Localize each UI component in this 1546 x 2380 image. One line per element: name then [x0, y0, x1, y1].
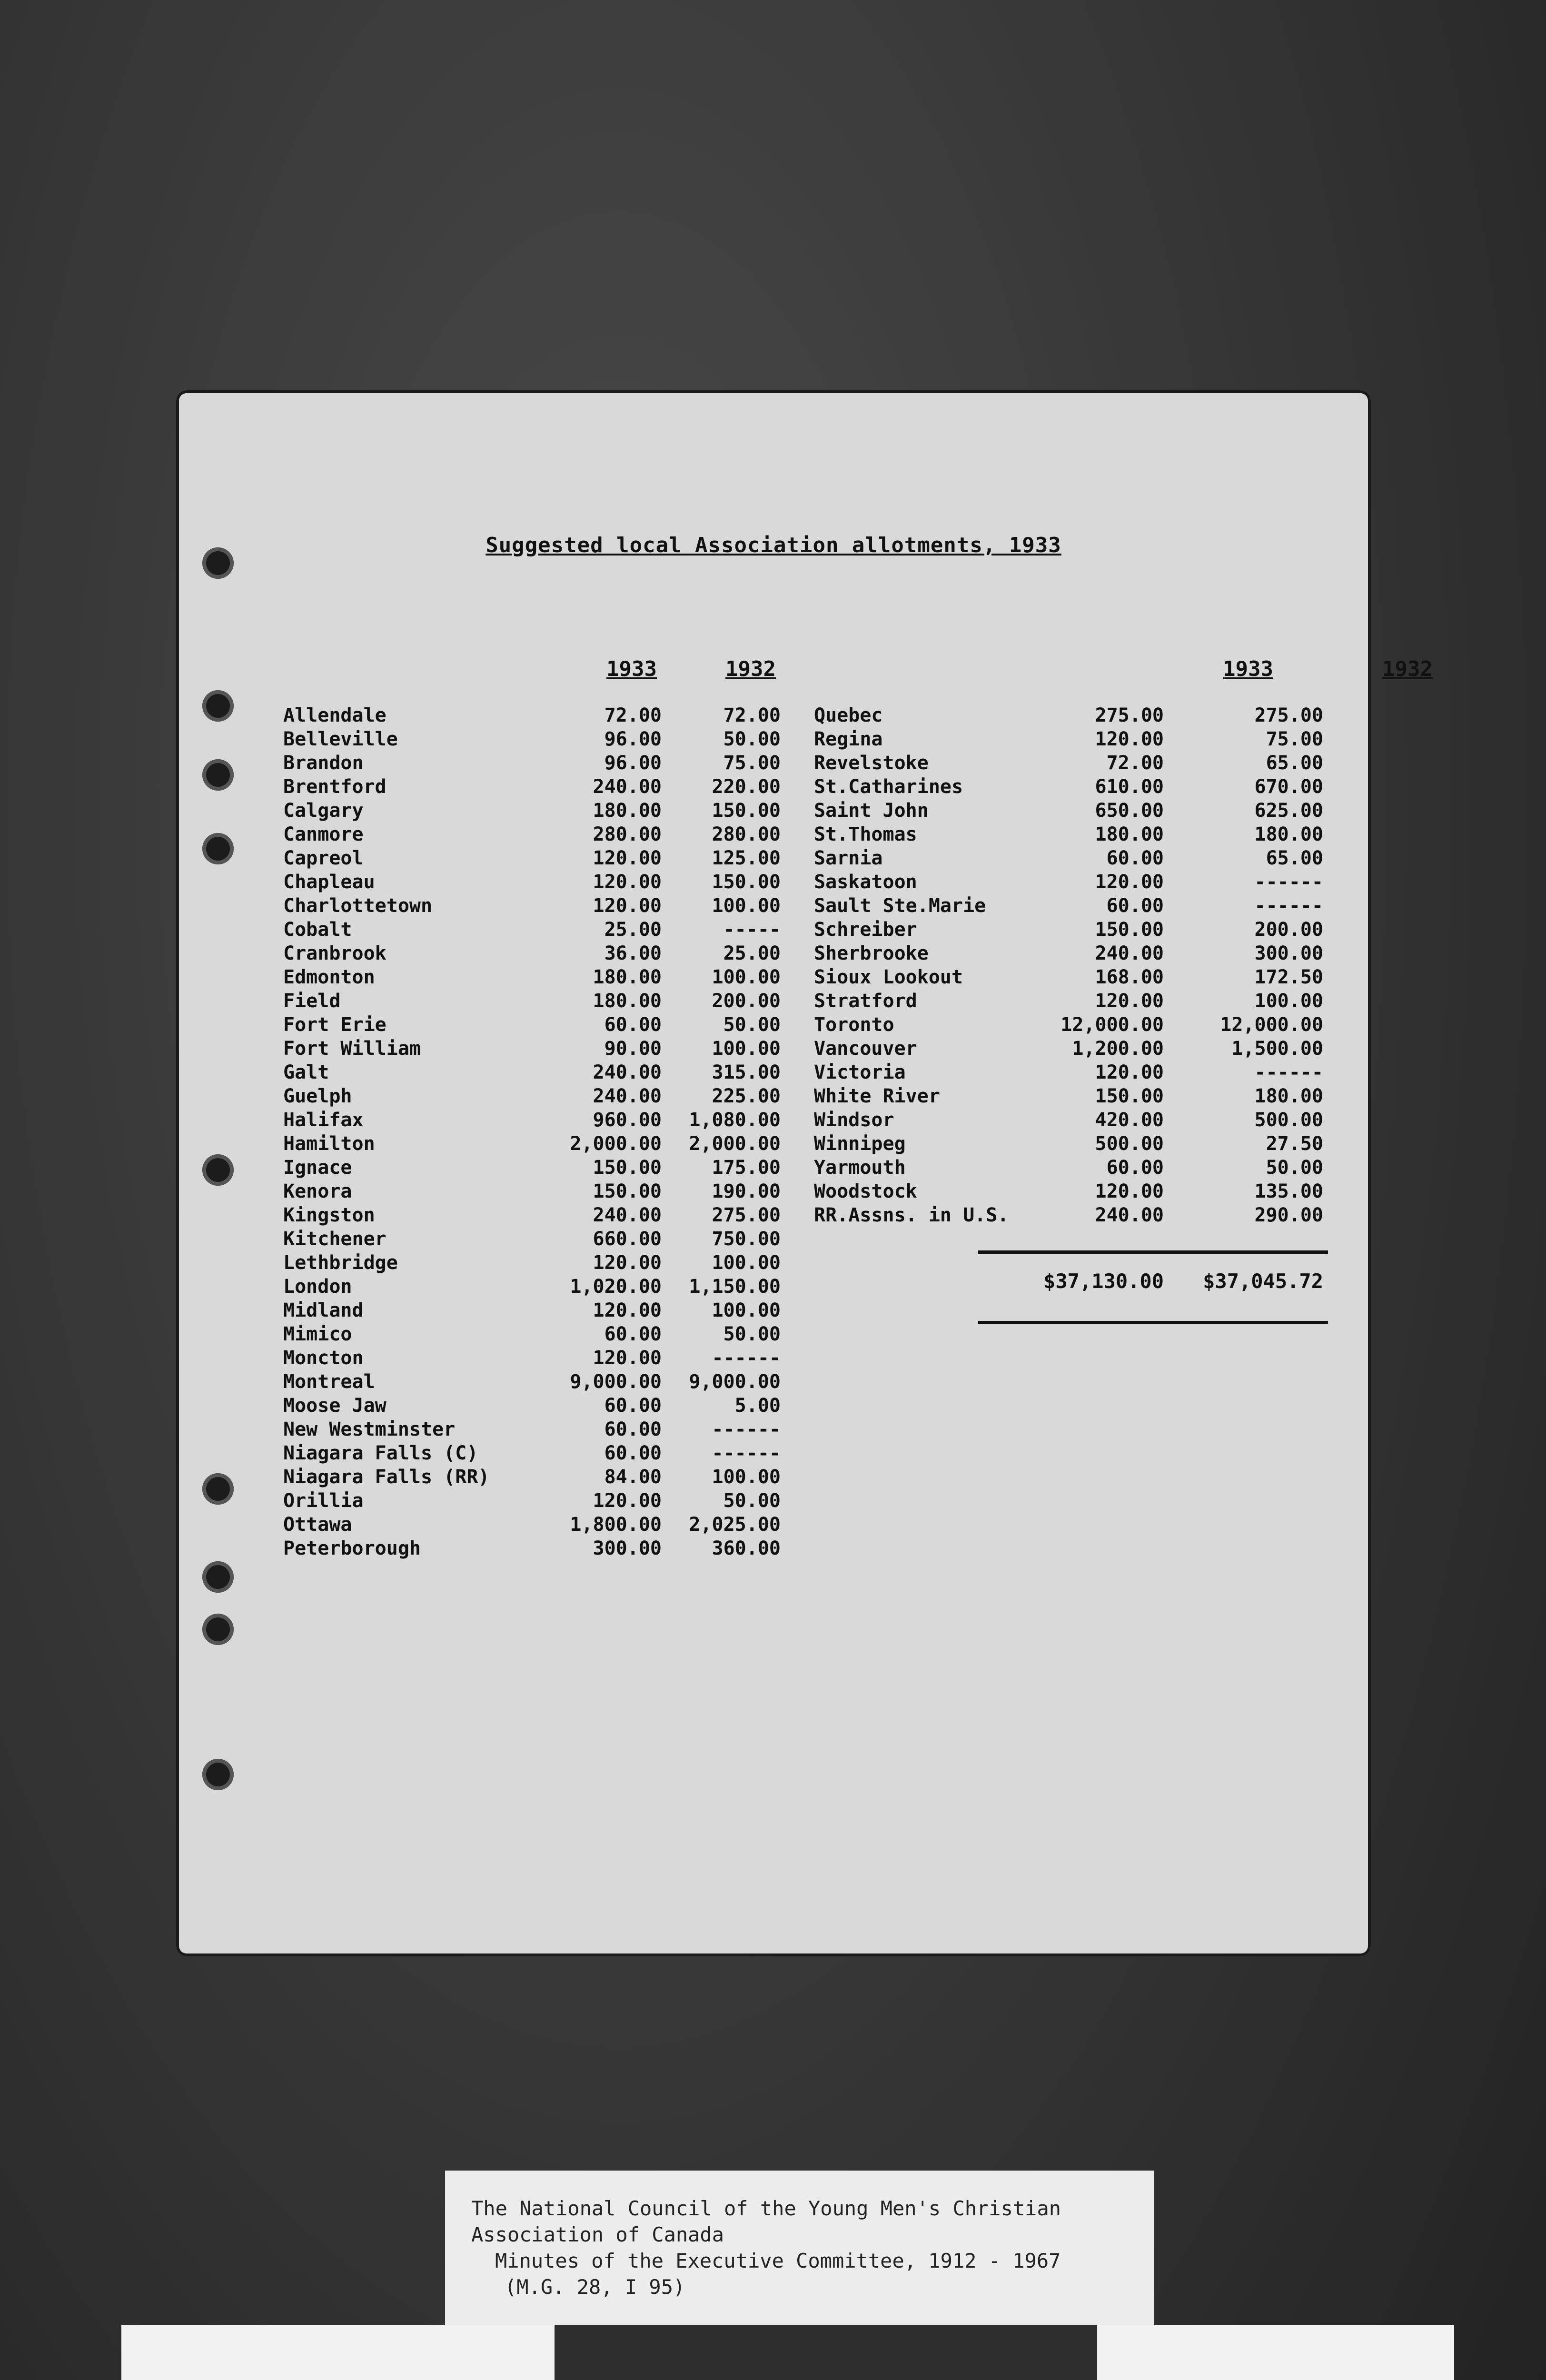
- allotment-1933: 500.00: [1095, 1133, 1164, 1155]
- table-row: [283, 1323, 807, 1347]
- table-row: [283, 1514, 807, 1537]
- association-name: Cobalt: [283, 919, 352, 941]
- allotment-1933: 120.00: [593, 1490, 662, 1512]
- association-name: Kitchener: [283, 1228, 386, 1250]
- total-1932: $37,045.72: [1203, 1269, 1323, 1293]
- table-row: [283, 1180, 807, 1204]
- table-row: [283, 895, 807, 919]
- table-row: [283, 990, 807, 1014]
- table-row: [283, 1014, 807, 1038]
- association-name: Galt: [283, 1061, 329, 1083]
- allotment-1933: 60.00: [604, 1442, 662, 1464]
- table-row: [283, 823, 807, 847]
- table-row: [814, 728, 1338, 752]
- allotment-1933: 120.00: [593, 1299, 662, 1321]
- allotment-1933: 180.00: [593, 990, 662, 1012]
- allotment-1933: 960.00: [593, 1109, 662, 1131]
- allotment-1933: 240.00: [593, 776, 662, 798]
- binder-hole: [202, 759, 234, 791]
- association-name: Ignace: [283, 1157, 352, 1179]
- association-name: Kingston: [283, 1204, 375, 1226]
- association-name: Lethbridge: [283, 1252, 398, 1274]
- table-row: [814, 847, 1338, 871]
- allotment-1933: 610.00: [1095, 776, 1164, 798]
- association-name: Guelph: [283, 1085, 352, 1107]
- association-name: Moncton: [283, 1347, 364, 1369]
- label-line-2: Association of Canada: [471, 2223, 724, 2246]
- table-row: [283, 1061, 807, 1085]
- allotment-1932: 75.00: [723, 752, 781, 774]
- allotment-1932: 100.00: [712, 1252, 781, 1274]
- allotment-1932: 25.00: [723, 942, 781, 964]
- association-name: Sioux Lookout: [814, 966, 963, 988]
- allotment-1932: 50.00: [723, 1490, 781, 1512]
- allotment-1932: 9,000.00: [689, 1371, 781, 1393]
- allotment-1932: ------: [1254, 871, 1323, 893]
- allotment-1932: 50.00: [1266, 1157, 1323, 1179]
- association-name: Edmonton: [283, 966, 375, 988]
- allotment-1932: 1,080.00: [689, 1109, 781, 1131]
- association-name: Chapleau: [283, 871, 375, 893]
- table-row: [283, 752, 807, 776]
- label-line-4: (M.G. 28, I 95): [505, 2275, 685, 2299]
- association-name: Canmore: [283, 823, 364, 845]
- association-name: RR.Assns. in U.S.: [814, 1204, 1009, 1226]
- table-row: [814, 919, 1338, 942]
- table-row: [283, 1038, 807, 1061]
- association-name: Montreal: [283, 1371, 375, 1393]
- allotment-1932: 100.00: [712, 895, 781, 917]
- allotment-1932: 50.00: [723, 1323, 781, 1345]
- table-row: [814, 942, 1338, 966]
- table-row: [814, 871, 1338, 895]
- association-name: Sault Ste.Marie: [814, 895, 986, 917]
- table-row: [814, 752, 1338, 776]
- association-name: Regina: [814, 728, 883, 750]
- table-row: [283, 1395, 807, 1418]
- binder-hole: [202, 1154, 234, 1186]
- allotment-1933: 60.00: [604, 1395, 662, 1417]
- allotment-1932: 172.50: [1254, 966, 1323, 988]
- allotment-1933: 25.00: [604, 919, 662, 941]
- allotment-1932: 75.00: [1266, 728, 1323, 750]
- allotment-1932: 220.00: [712, 776, 781, 798]
- allotment-1932: -----: [723, 919, 781, 941]
- association-name: White River: [814, 1085, 940, 1107]
- allotment-1932: 65.00: [1266, 752, 1323, 774]
- association-name: Quebec: [814, 704, 883, 726]
- table-row: [814, 1180, 1338, 1204]
- table-row: [814, 895, 1338, 919]
- association-name: Niagara Falls (C): [283, 1442, 478, 1464]
- association-name: Windsor: [814, 1109, 894, 1131]
- table-row: [814, 704, 1338, 728]
- table-row: [283, 1157, 807, 1180]
- allotment-1933: 660.00: [593, 1228, 662, 1250]
- allotment-1933: 12,000.00: [1060, 1014, 1164, 1036]
- table-row: [283, 1537, 807, 1561]
- table-row: [814, 990, 1338, 1014]
- allotment-1932: 275.00: [712, 1204, 781, 1226]
- table-row: [283, 1371, 807, 1395]
- association-name: Sherbrooke: [814, 942, 929, 964]
- table-row: [814, 1204, 1338, 1228]
- table-row: [814, 823, 1338, 847]
- association-name: Victoria: [814, 1061, 906, 1083]
- table-row: [283, 1276, 807, 1299]
- allotment-1933: 60.00: [604, 1323, 662, 1345]
- allotment-1932: 100.00: [712, 966, 781, 988]
- table-row: [814, 1157, 1338, 1180]
- allotment-1933: 150.00: [593, 1157, 662, 1179]
- association-name: Cranbrook: [283, 942, 386, 964]
- allotment-1932: 125.00: [712, 847, 781, 869]
- allotment-1933: 420.00: [1095, 1109, 1164, 1131]
- allotment-1932: 100.00: [712, 1466, 781, 1488]
- allotment-1933: 90.00: [604, 1038, 662, 1060]
- allotment-1932: 27.50: [1266, 1133, 1323, 1155]
- table-row: [814, 1085, 1338, 1109]
- association-name: Charlottetown: [283, 895, 433, 917]
- association-name: Fort William: [283, 1038, 421, 1060]
- right-col-1933-header: 1933: [1223, 657, 1273, 681]
- allotment-1933: 60.00: [604, 1014, 662, 1036]
- allotment-1933: 2,000.00: [570, 1133, 662, 1155]
- allotment-1933: 150.00: [1095, 1085, 1164, 1107]
- table-row: [283, 1347, 807, 1371]
- table-row: [283, 942, 807, 966]
- allotment-1932: ------: [1254, 1061, 1323, 1083]
- association-name: St.Thomas: [814, 823, 917, 845]
- allotment-1933: 240.00: [1095, 1204, 1164, 1226]
- document-sheet: [176, 390, 1433, 1956]
- totals-bottom-rule: [978, 1321, 1328, 1324]
- allotment-1933: 60.00: [1106, 1157, 1164, 1179]
- association-name: Hamilton: [283, 1133, 375, 1155]
- allotment-1932: 280.00: [712, 823, 781, 845]
- table-row: [814, 1109, 1338, 1133]
- allotment-1933: 120.00: [1095, 1061, 1164, 1083]
- allotment-1932: 135.00: [1254, 1180, 1323, 1202]
- association-name: Winnipeg: [814, 1133, 906, 1155]
- allotment-1933: 180.00: [593, 800, 662, 822]
- allotment-1932: 1,150.00: [689, 1276, 781, 1298]
- allotment-1932: 500.00: [1254, 1109, 1323, 1131]
- association-name: Midland: [283, 1299, 364, 1321]
- allotment-1932: 315.00: [712, 1061, 781, 1083]
- table-row: [283, 919, 807, 942]
- table-row: [814, 1014, 1338, 1038]
- table-row: [814, 1061, 1338, 1085]
- allotment-1932: 65.00: [1266, 847, 1323, 869]
- allotment-1933: 240.00: [1095, 942, 1164, 964]
- table-row: [814, 1038, 1338, 1061]
- allotment-1932: ------: [712, 1347, 781, 1369]
- allotment-1933: 60.00: [604, 1418, 662, 1440]
- association-name: Vancouver: [814, 1038, 917, 1060]
- allotment-1933: 1,020.00: [570, 1276, 662, 1298]
- allotment-1933: 84.00: [604, 1466, 662, 1488]
- allotment-1932: 670.00: [1254, 776, 1323, 798]
- association-name: Saint John: [814, 800, 929, 822]
- allotment-1932: 180.00: [1254, 1085, 1323, 1107]
- association-name: Stratford: [814, 990, 917, 1012]
- association-name: Capreol: [283, 847, 364, 869]
- table-row: [814, 800, 1338, 823]
- allotment-1932: 190.00: [712, 1180, 781, 1202]
- association-name: Calgary: [283, 800, 364, 822]
- table-row: [283, 776, 807, 800]
- table-row: [283, 800, 807, 823]
- allotment-1933: 650.00: [1095, 800, 1164, 822]
- archives-board-notch: [555, 2325, 1097, 2380]
- allotment-1933: 180.00: [1095, 823, 1164, 845]
- allotment-1932: 50.00: [723, 728, 781, 750]
- label-line-1: The National Council of the Young Men's Christian: [471, 2197, 1061, 2220]
- association-name: Brandon: [283, 752, 364, 774]
- binder-hole: [202, 833, 234, 864]
- allotment-1933: 150.00: [1095, 919, 1164, 941]
- allotment-1932: 290.00: [1254, 1204, 1323, 1226]
- table-row: [283, 1442, 807, 1466]
- allotment-1932: 100.00: [712, 1299, 781, 1321]
- allotment-1933: 240.00: [593, 1085, 662, 1107]
- table-row: [283, 1490, 807, 1514]
- association-name: Orillia: [283, 1490, 364, 1512]
- allotment-1932: 180.00: [1254, 823, 1323, 845]
- allotment-1933: 72.00: [604, 704, 662, 726]
- table-row: [283, 1204, 807, 1228]
- allotment-1933: 96.00: [604, 728, 662, 750]
- allotment-1932: 2,025.00: [689, 1514, 781, 1536]
- association-name: Sarnia: [814, 847, 883, 869]
- binder-hole: [202, 1473, 234, 1505]
- allotment-1932: 50.00: [723, 1014, 781, 1036]
- allotment-1932: 200.00: [712, 990, 781, 1012]
- association-name: Peterborough: [283, 1537, 421, 1559]
- total-1933: $37,130.00: [1043, 1269, 1164, 1293]
- binder-hole: [202, 1614, 234, 1645]
- allotment-1932: ------: [712, 1418, 781, 1440]
- association-name: Moose Jaw: [283, 1395, 386, 1417]
- allotment-1933: 9,000.00: [570, 1371, 662, 1393]
- association-name: Brentford: [283, 776, 386, 798]
- allotment-1933: 120.00: [593, 1347, 662, 1369]
- table-row: [283, 1133, 807, 1157]
- allotment-1932: 100.00: [1254, 990, 1323, 1012]
- totals-row: [814, 1269, 1338, 1298]
- allotment-1932: 1,500.00: [1231, 1038, 1323, 1060]
- association-name: Ottawa: [283, 1514, 352, 1536]
- association-name: Field: [283, 990, 341, 1012]
- allotment-1933: 120.00: [1095, 728, 1164, 750]
- allotment-1932: 275.00: [1254, 704, 1323, 726]
- association-name: Woodstock: [814, 1180, 917, 1202]
- allotment-1933: 36.00: [604, 942, 662, 964]
- table-row: [283, 1418, 807, 1442]
- table-row: [814, 1133, 1338, 1157]
- allotment-1932: 175.00: [712, 1157, 781, 1179]
- allotment-1933: 60.00: [1106, 847, 1164, 869]
- table-row: [814, 776, 1338, 800]
- table-row: [283, 1109, 807, 1133]
- allotment-1933: 275.00: [1095, 704, 1164, 726]
- table-row: [283, 966, 807, 990]
- allotment-1933: 240.00: [593, 1061, 662, 1083]
- allotment-1933: 150.00: [593, 1180, 662, 1202]
- document-title: Suggested local Association allotments, 1933: [486, 533, 1061, 557]
- binder-hole: [202, 690, 234, 722]
- allotment-1933: 72.00: [1106, 752, 1164, 774]
- binder-hole: [202, 1759, 234, 1790]
- table-row: [283, 871, 807, 895]
- association-name: St.Catharines: [814, 776, 963, 798]
- association-name: Niagara Falls (RR): [283, 1466, 490, 1488]
- table-row: [283, 847, 807, 871]
- allotment-1932: ------: [712, 1442, 781, 1464]
- association-name: London: [283, 1276, 352, 1298]
- table-row: [283, 728, 807, 752]
- table-row: [814, 966, 1338, 990]
- allotment-1933: 1,200.00: [1072, 1038, 1164, 1060]
- allotment-1933: 120.00: [593, 1252, 662, 1274]
- allotment-1933: 120.00: [1095, 871, 1164, 893]
- allotment-1933: 1,800.00: [570, 1514, 662, 1536]
- allotment-1932: 150.00: [712, 800, 781, 822]
- allotment-1933: 240.00: [593, 1204, 662, 1226]
- allotment-1933: 120.00: [1095, 1180, 1164, 1202]
- association-name: Allendale: [283, 704, 386, 726]
- allotment-1932: 12,000.00: [1220, 1014, 1323, 1036]
- allotment-1932: 625.00: [1254, 800, 1323, 822]
- association-name: Kenora: [283, 1180, 352, 1202]
- allotment-1932: 225.00: [712, 1085, 781, 1107]
- label-line-3: Minutes of the Executive Committee, 1912 - 1967: [495, 2249, 1061, 2272]
- association-name: Schreiber: [814, 919, 917, 941]
- left-col-1933-header: 1933: [606, 657, 657, 681]
- allotment-1932: 750.00: [712, 1228, 781, 1250]
- table-row: [283, 1085, 807, 1109]
- association-name: Halifax: [283, 1109, 364, 1131]
- left-col-1932-header: 1932: [725, 657, 776, 681]
- association-name: Saskatoon: [814, 871, 917, 893]
- association-name: New Westminster: [283, 1418, 456, 1440]
- allotment-1932: 72.00: [723, 704, 781, 726]
- allotment-1932: 100.00: [712, 1038, 781, 1060]
- allotment-1932: 5.00: [734, 1395, 781, 1417]
- table-row: [283, 1228, 807, 1252]
- table-row: [283, 704, 807, 728]
- table-row: [283, 1466, 807, 1490]
- association-name: Fort Erie: [283, 1014, 386, 1036]
- right-col-1932-header: 1932: [1382, 657, 1433, 681]
- allotment-1933: 120.00: [593, 871, 662, 893]
- allotment-1933: 120.00: [593, 895, 662, 917]
- allotment-1932: 150.00: [712, 871, 781, 893]
- allotment-1933: 180.00: [593, 966, 662, 988]
- allotment-1932: 300.00: [1254, 942, 1323, 964]
- association-name: Toronto: [814, 1014, 894, 1036]
- association-name: Mimico: [283, 1323, 352, 1345]
- table-row: [283, 1252, 807, 1276]
- allotment-1933: 300.00: [593, 1537, 662, 1559]
- allotment-1932: 200.00: [1254, 919, 1323, 941]
- association-name: Yarmouth: [814, 1157, 906, 1179]
- binder-hole: [202, 1561, 234, 1593]
- allotment-1932: ------: [1254, 895, 1323, 917]
- table-row: [283, 1299, 807, 1323]
- totals-top-rule: [978, 1250, 1328, 1254]
- collection-label-card: [445, 2171, 1154, 2342]
- association-name: Belleville: [283, 728, 398, 750]
- allotment-1933: 280.00: [593, 823, 662, 845]
- allotment-1933: 96.00: [604, 752, 662, 774]
- allotment-1932: 360.00: [712, 1537, 781, 1559]
- allotment-1933: 120.00: [1095, 990, 1164, 1012]
- allotment-1933: 60.00: [1106, 895, 1164, 917]
- allotment-1933: 168.00: [1095, 966, 1164, 988]
- allotment-1932: 2,000.00: [689, 1133, 781, 1155]
- association-name: Revelstoke: [814, 752, 929, 774]
- allotment-1933: 120.00: [593, 847, 662, 869]
